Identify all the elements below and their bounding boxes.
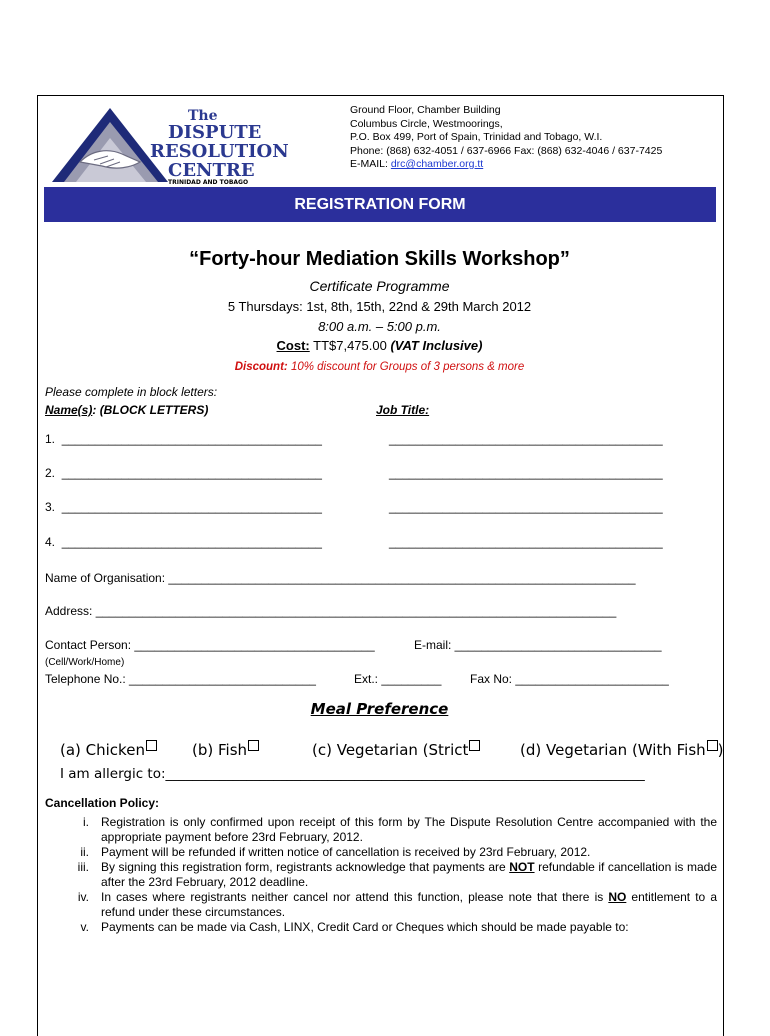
email-line: E-MAIL: drc@chamber.org.tt — [350, 158, 484, 170]
name-row-4[interactable]: 4. _______________________________________ — [45, 535, 322, 549]
policy-item: ii. Payment will be refunded if written notice of cancellation is received by 23rd February, 2012. — [80, 845, 591, 859]
allergy-field[interactable]: I am allergic to:_______________________________________________________________________ — [60, 766, 645, 782]
logo-text-centre: CENTRE — [168, 160, 255, 181]
meal-option-vegetarian-fish[interactable]: (d) Vegetarian (With Fish ) — [520, 741, 724, 759]
job-title-header: Job Title: — [376, 403, 430, 417]
logo-text-dispute: DISPUTE — [168, 122, 262, 143]
policy-item: iii. By signing this registration form, registrants acknowledge that payments are NOT refundable if cancellation is made after the 23rd February, 2012 deadline. — [77, 860, 717, 889]
email-field[interactable]: E-mail: _______________________________ — [414, 638, 662, 652]
meal-option-chicken[interactable]: (a) Chicken — [60, 740, 157, 759]
chicken-checkbox[interactable] — [146, 740, 157, 751]
address-line: P.O. Box 499, Port of Spain, Trinidad and Tobago, W.I. — [350, 131, 603, 143]
meal-preference-heading: Meal Preference — [310, 700, 449, 718]
workshop-subtitle: Certificate Programme — [309, 278, 450, 294]
email-link[interactable]: drc@chamber.org.tt — [390, 158, 484, 170]
workshop-title: “Forty-hour Mediation Skills Workshop” — [189, 248, 570, 270]
name-row-3[interactable]: 3. _______________________________________ — [45, 500, 322, 514]
address-line: Ground Floor, Chamber Building — [350, 104, 501, 116]
policy-item: iv. In cases where registrants neither cancel nor attend this function, please note that there is NO entitlement to a refund under these circumstances. — [77, 890, 717, 919]
workshop-dates: 5 Thursdays: 1st, 8th, 15th, 22nd & 29th March 2012 — [227, 299, 532, 314]
cell-work-home-note: (Cell/Work/Home) — [45, 657, 125, 668]
job-row-2[interactable]: _________________________________________ — [389, 466, 663, 480]
contact-person-field[interactable]: Contact Person: ____________________________________ — [45, 638, 375, 652]
workshop-time: 8:00 a.m. – 5:00 p.m. — [318, 319, 441, 334]
phone-fax-line: Phone: (868) 632-4051 / 637-6966 Fax: (868) 632-4046 / 637-7425 — [350, 144, 663, 157]
instruction-text: Please complete in block letters: — [45, 385, 218, 399]
cancellation-policy-list — [45, 815, 717, 935]
extension-field[interactable]: Ext.: _________ — [354, 672, 442, 686]
address-line: Columbus Circle, Westmoorings, — [350, 117, 503, 130]
workshop-discount: Discount: 10% discount for Groups of 3 persons & more — [234, 361, 525, 373]
meal-option-fish[interactable]: (b) Fish — [192, 740, 259, 759]
organisation-field[interactable]: Name of Organisation: ______________________________________________________________________ — [45, 571, 636, 585]
name-row-2[interactable]: 2. _______________________________________ — [45, 466, 322, 480]
policy-item: v. Payments can be made via Cash, LINX, Credit Card or Cheques which should be made payable to: — [80, 920, 629, 934]
contact-address — [350, 104, 662, 172]
name-row-1[interactable]: 1. _______________________________________ — [45, 432, 322, 446]
vegetarian-strict-checkbox[interactable] — [469, 740, 480, 751]
telephone-field[interactable]: Telephone No.: ____________________________ — [45, 672, 316, 686]
fish-checkbox[interactable] — [248, 740, 259, 751]
meal-option-vegetarian-strict[interactable]: (c) Vegetarian (Strict — [312, 740, 480, 759]
cancellation-policy-heading: Cancellation Policy: — [45, 796, 160, 810]
job-row-3[interactable]: _________________________________________ — [389, 500, 663, 514]
policy-item: i. Registration is only confirmed upon receipt of this form by The Dispute Resolution Centre accompanied with the appropriate payment before 23rd February, 2012. — [83, 815, 717, 844]
registration-form-banner: REGISTRATION FORM — [44, 187, 716, 222]
job-row-4[interactable]: _________________________________________ — [389, 535, 663, 549]
names-header: Name(s): (BLOCK LETTERS) — [45, 403, 209, 417]
logo-text-resolution: RESOLUTION — [150, 141, 289, 162]
workshop-cost: Cost: TT$7,475.00 (VAT Inclusive) — [276, 338, 483, 353]
fax-field[interactable]: Fax No: _______________________ — [470, 672, 669, 686]
vegetarian-fish-checkbox[interactable] — [707, 740, 718, 751]
address-field[interactable]: Address: ______________________________________________________________________________ — [45, 604, 617, 618]
job-row-1[interactable]: _________________________________________ — [389, 432, 663, 446]
logo-text-country: TRINIDAD AND TOBAGO — [168, 179, 249, 186]
logo-text-the: The — [188, 108, 218, 124]
dispute-resolution-centre-logo — [50, 104, 295, 186]
